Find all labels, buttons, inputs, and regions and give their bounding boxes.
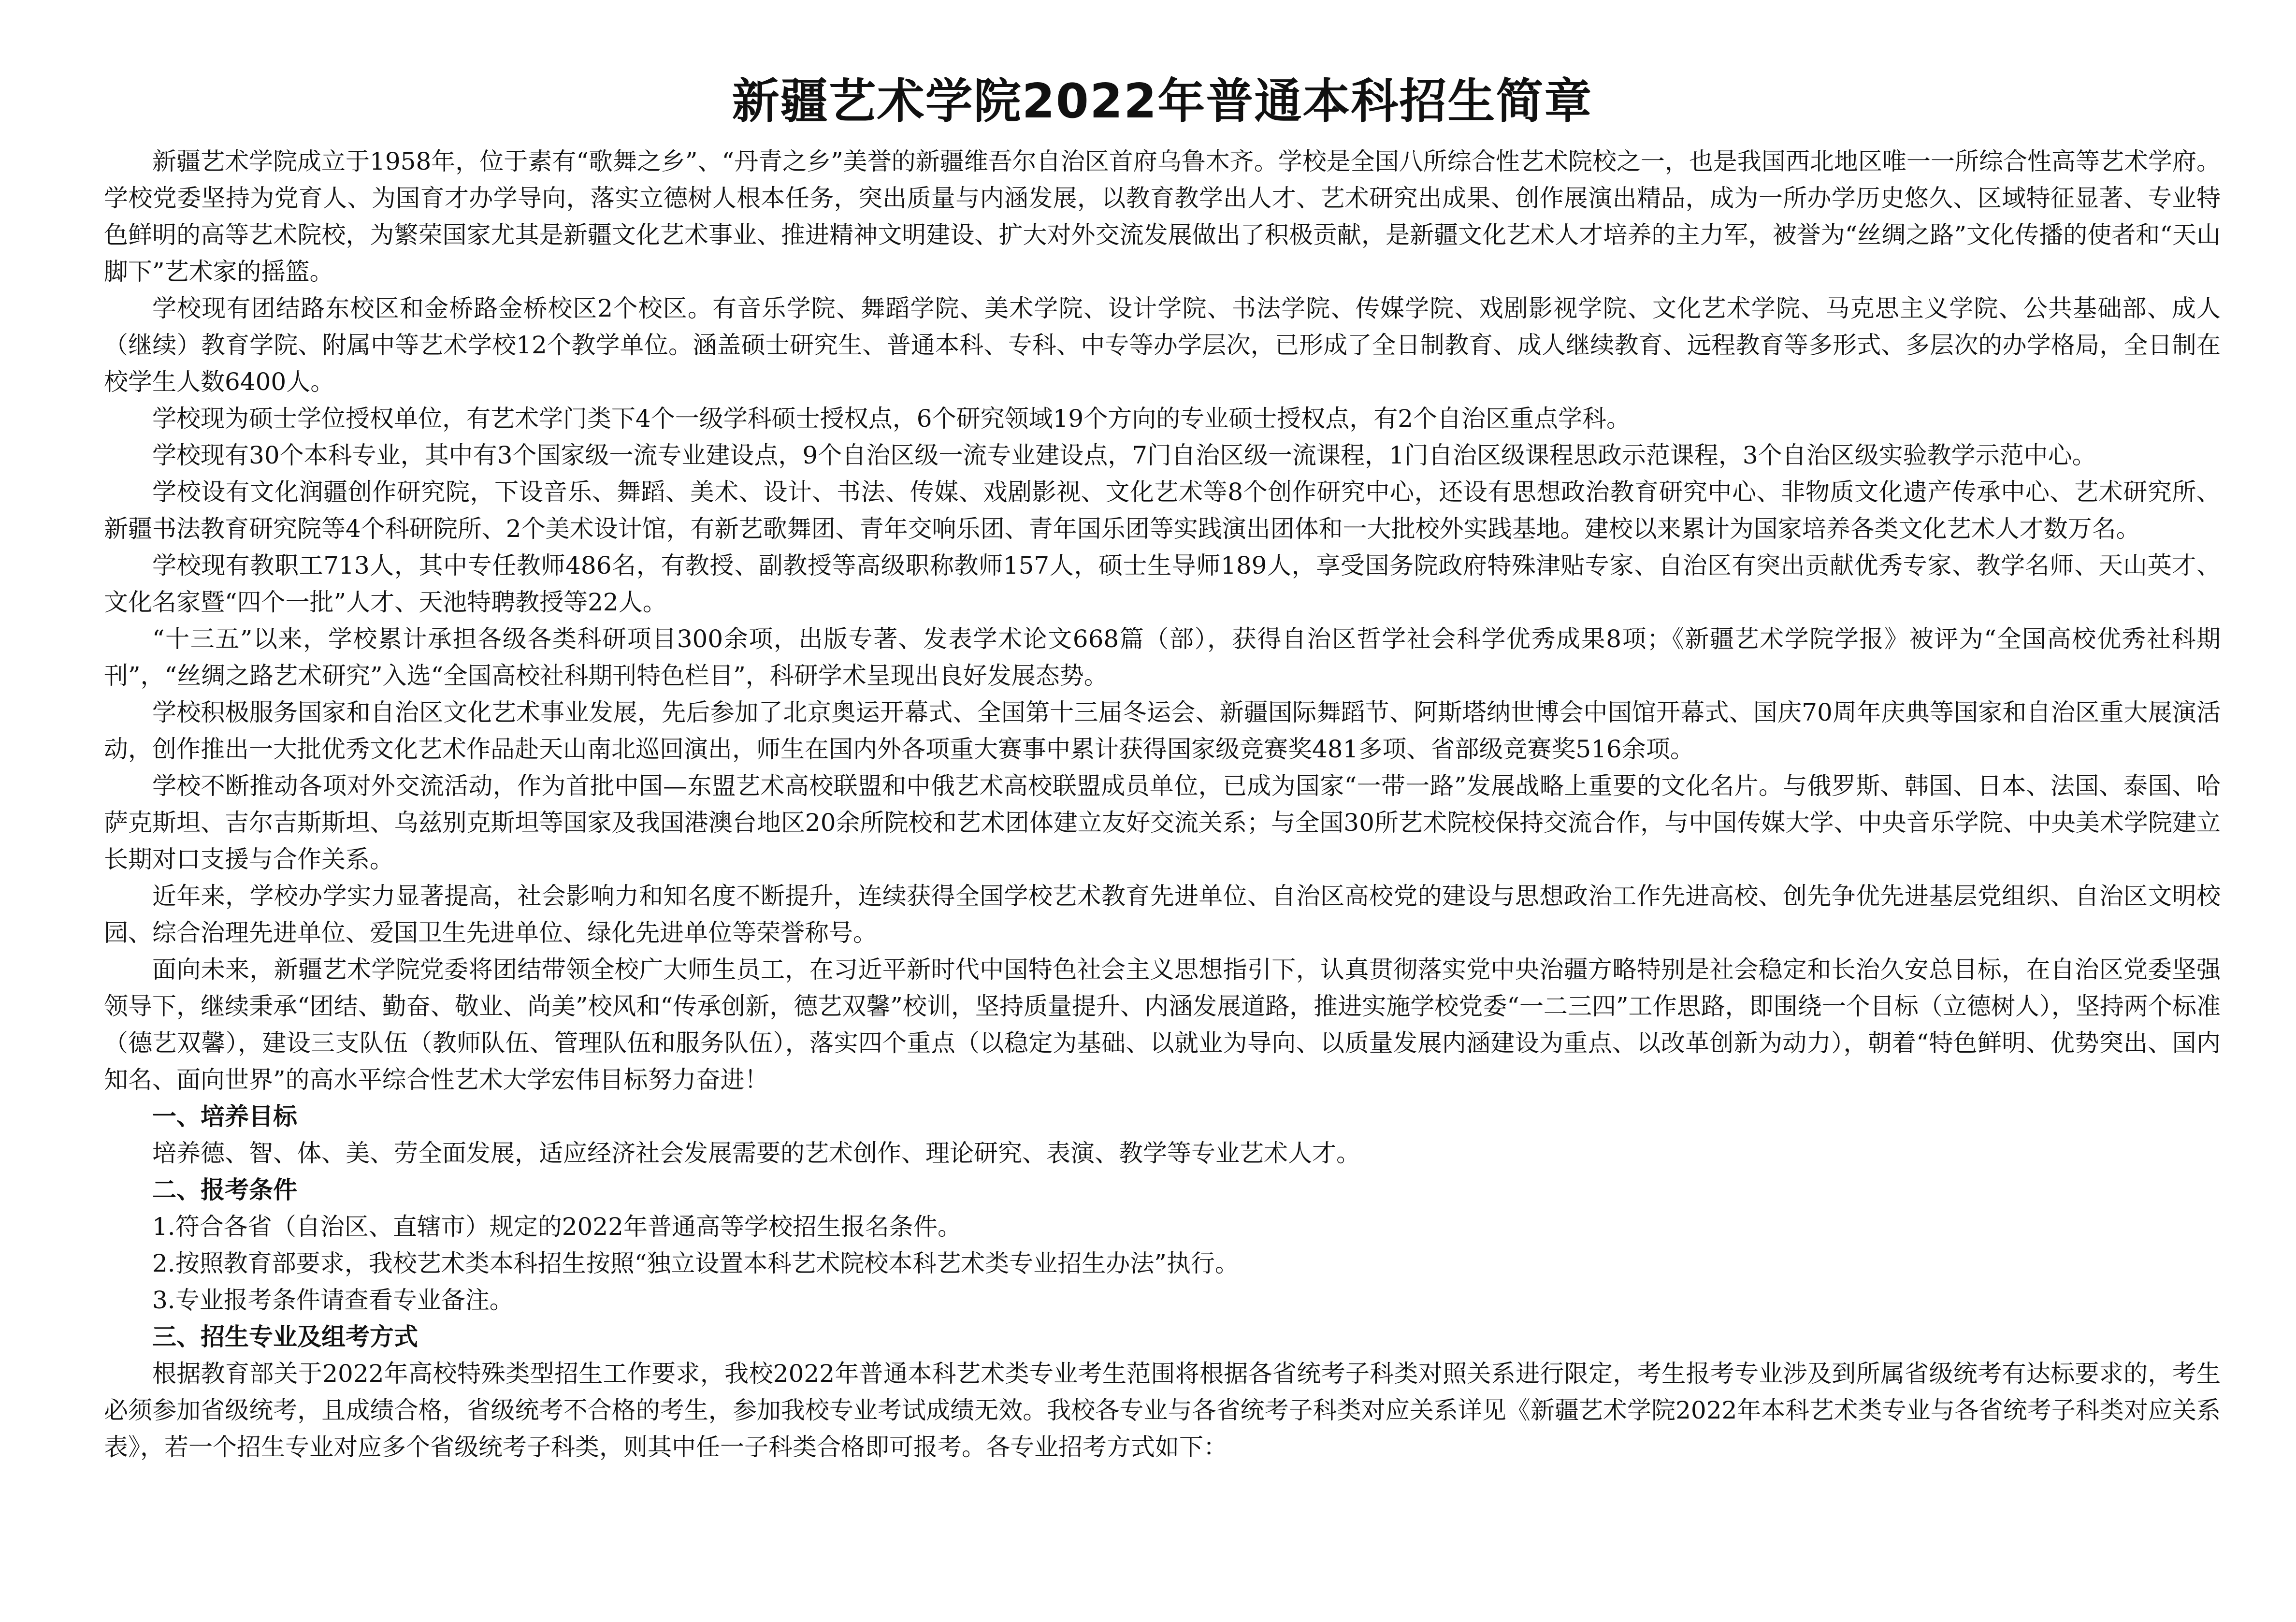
requirement-item: 2.按照教育部要求，我校艺术类本科招生按照“独立设置本科艺术院校本科艺术类专业招生办法”执行。: [152, 1249, 1239, 1277]
intro-paragraph: 新疆艺术学院成立于1958年，位于素有“歌舞之乡”、“丹青之乡”美誉的新疆维吾尔自治区首府乌鲁木齐。学校是全国八所综合性艺术院校之一，也是我国西北地区唯一一所综合性高等艺术学府。学校党委坚持为党育人、为国育才办学导向，落实立德树人根本任务，突出质量与内涵发展，以教育教学出人才、艺术研究出成果、创作展演出精品，成为一所办学历史悠久、区域特征显著、专业特色鲜明的高等艺术院校，为繁荣国家尤其是新疆文化艺术事业、推进精神文明建设、扩大对外交流发展做出了积极贡献，是新疆文化艺术人才培养的主力军，被誉为“丝绸之路”文化传播的使者和“天山脚下”艺术家的摇篮。: [104, 147, 2221, 286]
intro-paragraph: 面向未来，新疆艺术学院党委将团结带领全校广大师生员工，在习近平新时代中国特色社会主义思想指引下，认真贯彻落实党中央治疆方略特别是社会稳定和长治久安总目标，在自治区党委坚强领导下，继续秉承“团结、勤奋、敬业、尚美”校风和“传承创新，德艺双馨”校训，坚持质量提升、内涵发展道路，推进实施学校党委“一二三四”工作思路，即围绕一个目标（立德树人），坚持两个标准（德艺双馨），建设三支队伍（教师队伍、管理队伍和服务队伍），落实四个重点（以稳定为基础、以就业为导向、以质量发展内涵建设为重点、以改革创新为动力），朝着“特色鲜明、优势突出、国内知名、面向世界”的高水平综合性艺术大学宏伟目标努力奋进！: [104, 956, 2221, 1094]
intro-paragraph: “十三五”以来，学校累计承担各级各类科研项目300余项，出版专著、发表学术论文668篇（部），获得自治区哲学社会科学优秀成果8项；《新疆艺术学院学报》被评为“全国高校优秀社科期刊”，“丝绸之路艺术研究”入选“全国高校社科期刊特色栏目”，科研学术呈现出良好发展态势。: [104, 625, 2221, 690]
section-heading-training-goal: 一、培养目标: [152, 1102, 297, 1130]
intro-paragraph: 学校设有文化润疆创作研究院，下设音乐、舞蹈、美术、设计、书法、传媒、戏剧影视、文化艺术等8个创作研究中心，还设有思想政治教育研究中心、非物质文化遗产传承中心、艺术研究所、新疆书法教育研究院等4个科研院所、2个美术设计馆，有新艺歌舞团、青年交响乐团、青年国乐团等实践演出团体和一大批校外实践基地。建校以来累计为国家培养各类文化艺术人才数万名。: [104, 478, 2221, 543]
intro-paragraph: 学校现有教职工713人，其中专任教师486名，有教授、副教授等高级职称教师157人，硕士生导师189人，享受国务院政府特殊津贴专家、自治区有突出贡献优秀专家、教学名师、天山英才、文化名家暨“四个一批”人才、天池特聘教授等22人。: [104, 551, 2221, 616]
majors-and-exams-text: 根据教育部关于2022年高校特殊类型招生工作要求，我校2022年普通本科艺术类专业考生范围将根据各省统考子科类对照关系进行限定，考生报考专业涉及到所属省级统考有达标要求的，考生必须参加省级统考，且成绩合格，省级统考不合格的考生，参加我校专业考试成绩无效。我校各专业与各省统考子科类对应关系详见《新疆艺术学院2022年本科艺术类专业与各省统考子科类对应关系表》，若一个招生专业对应多个省级统考子科类，则其中任一子科类合格即可报考。各专业招考方式如下：: [104, 1360, 2221, 1461]
intro-paragraph: 近年来，学校办学实力显著提高，社会影响力和知名度不断提升，连续获得全国学校艺术教育先进单位、自治区高校党的建设与思想政治工作先进高校、创先争优先进基层党组织、自治区文明校园、综合治理先进单位、爱国卫生先进单位、绿化先进单位等荣誉称号。: [104, 882, 2221, 947]
document-title: 新疆艺术学院2022年普通本科招生简章: [732, 74, 1593, 129]
document-body: [104, 143, 2221, 1465]
section-heading-majors-and-exams: 三、招生专业及组考方式: [152, 1323, 418, 1351]
section-heading-requirements: 二、报考条件: [152, 1176, 297, 1204]
intro-paragraph: 学校现为硕士学位授权单位，有艺术学门类下4个一级学科硕士授权点，6个研究领域19个方向的专业硕士授权点，有2个自治区重点学科。: [152, 405, 1631, 433]
requirement-item: 1.符合各省（自治区、直辖市）规定的2022年普通高等学校招生报名条件。: [152, 1213, 962, 1241]
requirement-item: 3.专业报考条件请查看专业备注。: [152, 1286, 514, 1314]
intro-paragraph: 学校现有30个本科专业，其中有3个国家级一流专业建设点，9个自治区级一流专业建设点，7门自治区级一流课程，1门自治区级课程思政示范课程，3个自治区级实验教学示范中心。: [152, 441, 2096, 469]
intro-paragraph: 学校不断推动各项对外交流活动，作为首批中国—东盟艺术高校联盟和中俄艺术高校联盟成员单位，已成为国家“一带一路”发展战略上重要的文化名片。与俄罗斯、韩国、日本、法国、泰国、哈萨克斯坦、吉尔吉斯斯坦、乌兹别克斯坦等国家及我国港澳台地区20余所院校和艺术团体建立友好交流关系；与全国30所艺术院校保持交流合作，与中国传媒大学、中央音乐学院、中央美术学院建立长期对口支援与合作关系。: [104, 772, 2221, 873]
intro-paragraph: 学校现有团结路东校区和金桥路金桥校区2个校区。有音乐学院、舞蹈学院、美术学院、设计学院、书法学院、传媒学院、戏剧影视学院、文化艺术学院、马克思主义学院、公共基础部、成人（继续）教育学院、附属中等艺术学校12个教学单位。涵盖硕士研究生、普通本科、专科、中专等办学层次，已形成了全日制教育、成人继续教育、远程教育等多形式、多层次的办学格局，全日制在校学生人数6400人。: [104, 294, 2221, 396]
intro-paragraph: 学校积极服务国家和自治区文化艺术事业发展，先后参加了北京奥运开幕式、全国第十三届冬运会、新疆国际舞蹈节、阿斯塔纳世博会中国馆开幕式、国庆70周年庆典等国家和自治区重大展演活动，创作推出一大批优秀文化艺术作品赴天山南北巡回演出，师生在国内外各项重大赛事中累计获得国家级竞赛奖481多项、省部级竞赛奖516余项。: [104, 698, 2221, 763]
document-page: [104, 72, 2221, 1595]
training-goal-text: 培养德、智、体、美、劳全面发展，适应经济社会发展需要的艺术创作、理论研究、表演、教学等专业艺术人才。: [152, 1139, 1360, 1167]
